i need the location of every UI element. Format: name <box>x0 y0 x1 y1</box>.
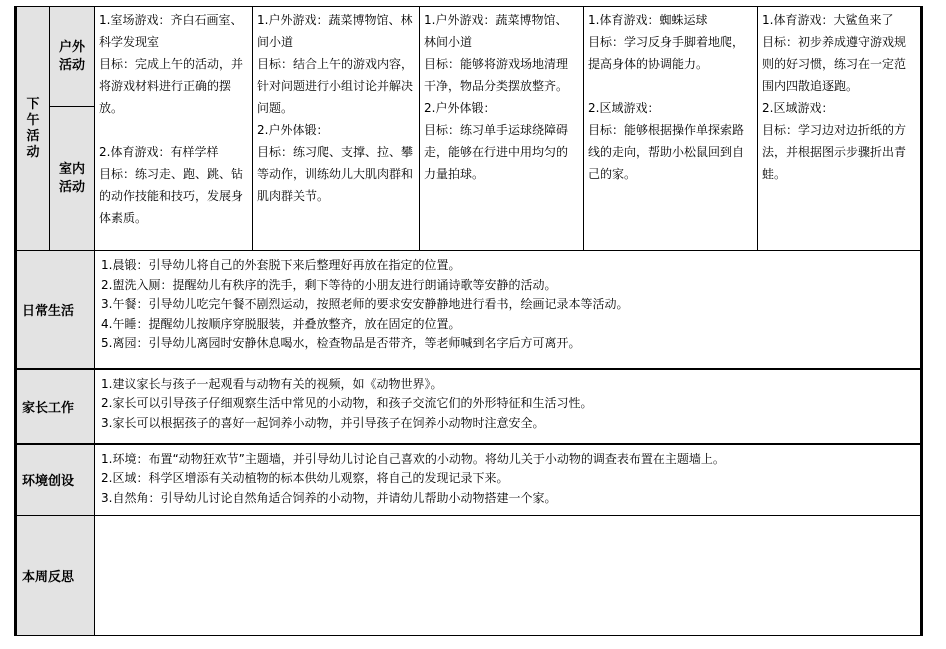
daily-life-line: 4.午睡：提醒幼儿按顺序穿脱服装，并叠放整齐，放在固定的位置。 <box>101 316 461 331</box>
parent-work-line: 2.家长可以引导孩子仔细观察生活中常见的小动物，和孩子交流它们的外形特征和生活习性。 <box>101 396 593 410</box>
paragraph-spacer <box>588 75 753 97</box>
daily-life-label: 日常生活 <box>16 251 95 369</box>
parent-work-line: 3.家长可以根据孩子的喜好一起饲养小动物，并引导孩子在饲养小动物时注意安全。 <box>101 415 545 430</box>
environment-line: 2.区域：科学区增添有关动植物的标本供幼儿观察，将自己的发现记录下来。 <box>101 471 509 485</box>
goal-text: 目标：学习反身手脚着地爬，提高身体的协调能力。 <box>588 35 745 71</box>
activity-text: 1.室场游戏：齐白石画室、科学发现室 <box>99 13 243 49</box>
activity-text: 1.户外游戏：蔬菜博物馆、林间小道 <box>424 13 568 49</box>
goal-text: 目标：练习单手运球绕障碍走，能够在行进中用均匀的力量拍球。 <box>424 123 569 181</box>
reflection-content[interactable] <box>95 516 922 636</box>
activity-text: 2.户外体锻： <box>424 101 496 115</box>
afternoon-label-cell <box>16 7 50 251</box>
afternoon-day-5 <box>758 7 922 251</box>
activity-text: 目标：能够根据操作单探索路线的走向，帮助小松鼠回到自己的家。 <box>588 123 745 181</box>
goal-text: 目标：初步养成遵守游戏规则的好习惯，练习在一定范围内四散追逐跑。 <box>762 35 907 93</box>
goal-text: 目标：学习边对边折纸的方法，并根据图示步骤折出青蛙。 <box>762 123 907 181</box>
parent-work-label: 家长工作 <box>16 369 95 444</box>
goal-text: 目标：完成上午的活动，并将游戏材料进行正确的摆放。 <box>99 57 244 115</box>
activity-text: 2.区域游戏： <box>588 101 660 115</box>
daily-life-line: 5.离园：引导幼儿离园时安静休息喝水，检查物品是否带齐，等老师喊到名字后方可离开。 <box>101 336 581 350</box>
afternoon-day-4 <box>584 7 758 251</box>
afternoon-day-2 <box>253 7 420 251</box>
outdoor-label-cell <box>50 7 95 107</box>
parent-work-content <box>95 369 922 444</box>
indoor-label: 室内活动 <box>58 161 85 195</box>
paragraph-spacer <box>99 119 248 141</box>
indoor-label-cell <box>50 107 95 251</box>
daily-life-content <box>95 251 922 369</box>
activity-text: 目标：练习走、跑、跳、钻的动作技能和技巧，发展身体素质。 <box>99 167 244 225</box>
daily-life-line: 1.晨锻：引导幼儿将自己的外套脱下来后整理好再放在指定的位置。 <box>101 258 461 272</box>
environment-line: 1.环境：布置“动物狂欢节”主题墙，并引导幼儿讨论自己喜欢的小动物。将幼儿关于小动物的调查表布置在主题墙上。 <box>101 451 725 466</box>
activity-text: 2.区域游戏： <box>762 101 834 115</box>
weekly-plan-table <box>14 6 923 636</box>
activity-text: 1.体育游戏：大鲨鱼来了 <box>762 13 894 27</box>
daily-life-line: 2.盥洗入厕：提醒幼儿有秩序的洗手，剩下等待的小朋友进行朗诵诗歌等安静的活动。 <box>101 277 557 292</box>
parent-work-line: 1.建议家长与孩子一起观看与动物有关的视频，如《动物世界》。 <box>101 376 443 391</box>
activity-text: 2.户外体锻： <box>257 123 329 137</box>
weekly-plan-sheet <box>14 6 920 636</box>
afternoon-day-1 <box>95 7 253 251</box>
activity-text: 1.户外游戏：蔬菜博物馆、林间小道 <box>257 13 413 49</box>
environment-label: 环境创设 <box>16 444 95 516</box>
environment-content <box>95 444 922 516</box>
afternoon-label: 下午活动 <box>26 96 40 160</box>
daily-life-line: 3.午餐：引导幼儿吃完午餐不剧烈运动，按照老师的要求安安静静地进行看书，绘画记录本等活动。 <box>101 297 629 311</box>
environment-line: 3.自然角：引导幼儿讨论自然角适合饲养的小动物，并请幼儿帮助小动物搭建一个家。 <box>101 490 557 505</box>
activity-text: 1.体育游戏：蜘蛛运球 <box>588 13 708 27</box>
goal-text: 目标：练习爬、支撑、拉、攀等动作，训练幼儿大肌肉群和肌肉群关节。 <box>257 145 414 203</box>
goal-text: 目标：结合上午的游戏内容，针对问题进行小组讨论并解决问题。 <box>257 57 414 115</box>
outdoor-label: 户外活动 <box>58 39 85 73</box>
goal-text: 目标：能够将游戏场地清理干净，物品分类摆放整齐。 <box>424 57 569 93</box>
reflection-label: 本周反思 <box>16 516 95 636</box>
activity-text: 2.体育游戏：有样学样 <box>99 145 219 159</box>
afternoon-day-3 <box>420 7 584 251</box>
